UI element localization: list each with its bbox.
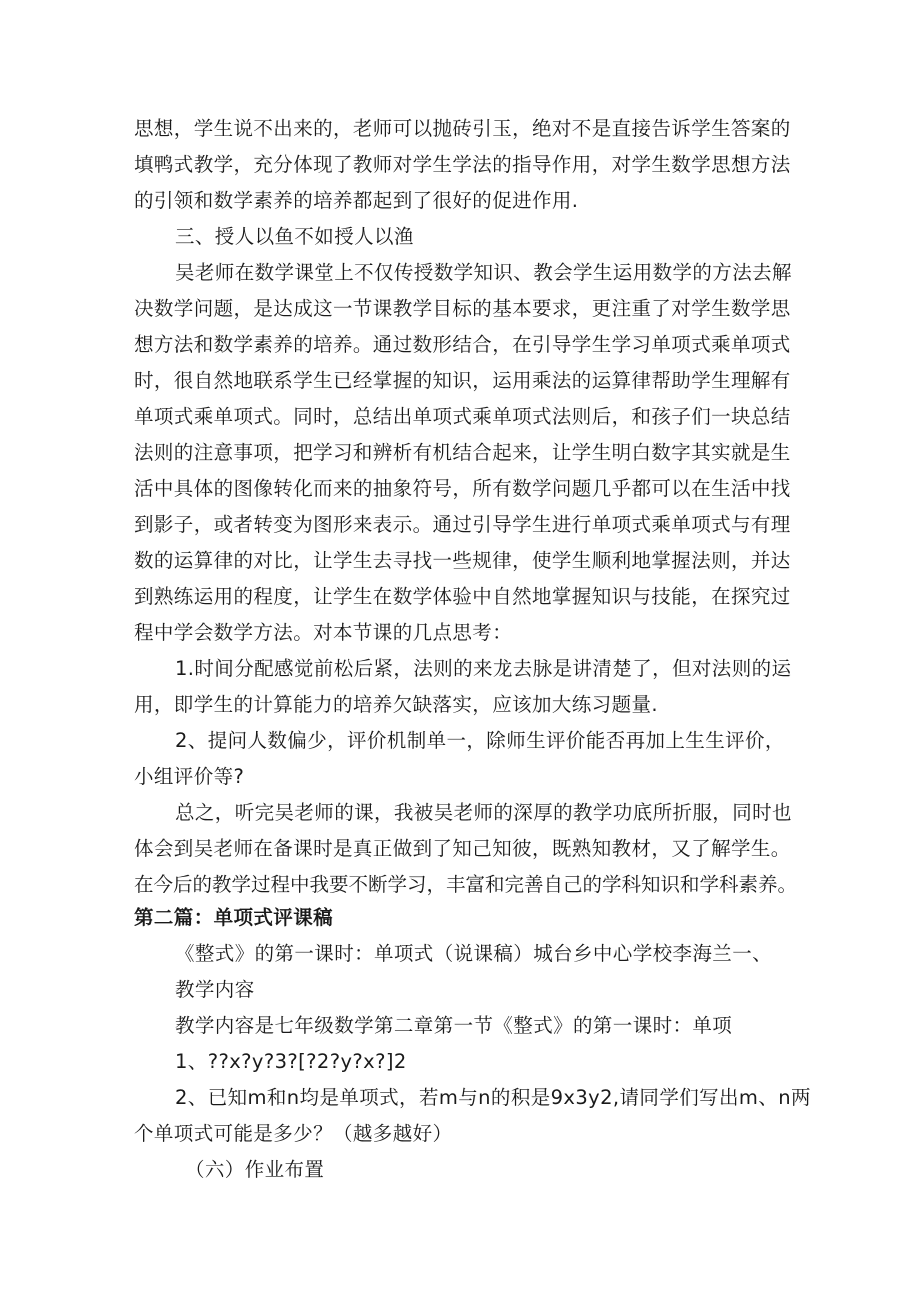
paragraph-line: 单项式乘单项式。同时，总结出单项式乘单项式法则后，和孩子们一块总结: [134, 405, 791, 428]
list-item-line: 小组评价等?: [134, 765, 245, 788]
list-item-line: 2、提问人数偏少，评价机制单一，除师生评价能否再加上生生评价，: [175, 729, 785, 752]
paragraph-line: 数的运算律的对比，让学生去寻找一些规律，使学生顺利地掌握法则，并达: [134, 549, 791, 572]
list-item-line: 用，即学生的计算能力的培养欠缺落实，应该加大练习题量.: [134, 693, 658, 716]
paragraph-line: 吴老师在数学课堂上不仅传授数学知识、教会学生运用数学的方法去解: [175, 261, 792, 284]
paragraph-line: 在今后的教学过程中我要不断学习，丰富和完善自己的学科知识和学科素养。: [134, 873, 798, 896]
paragraph-line: 总之，听完吴老师的课，我被吴老师的深厚的教学功底所折服，同时也: [175, 801, 792, 824]
paragraph-line: 填鸭式教学，充分体现了教师对学生学法的指导作用，对学生数学思想方法: [134, 153, 791, 176]
section-heading: 三、授人以鱼不如授人以渔: [175, 225, 414, 248]
paragraph-line: 到影子，或者转变为图形来表示。通过引导学生进行单项式乘单项式与有理: [134, 513, 791, 536]
paragraph-line: 活中具体的图像转化而来的抽象符号，所有数学问题几乎都可以在生活中找: [134, 477, 791, 500]
paragraph-line: 教学内容: [175, 978, 255, 1001]
section-heading: （六）作业布置: [185, 1158, 325, 1181]
chapter-heading: 第二篇：单项式评课稿: [134, 906, 334, 929]
paragraph-line: 想方法和数学素养的培养。通过数形结合，在引导学生学习单项式乘单项式: [134, 333, 791, 356]
paragraph-line: 思想，学生说不出来的，老师可以抛砖引玉，绝对不是直接告诉学生答案的: [134, 117, 791, 140]
paragraph-line: 程中学会数学方法。对本节课的几点思考：: [134, 621, 513, 644]
paragraph-line: 决数学问题，是达成这一节课教学目标的基本要求，更注重了对学生数学思: [134, 297, 791, 320]
paragraph-line: 教学内容是七年级数学第二章第一节《整式》的第一课时：单项: [175, 1014, 733, 1037]
paragraph-line: 到熟练运用的程度，让学生在数学体验中自然地掌握知识与技能，在探究过: [134, 585, 791, 608]
paragraph-line: 《整式》的第一课时：单项式（说课稿）城台乡中心学校李海兰一、: [175, 942, 773, 965]
exercise-item: 1、??x?y?3?[?2?y?x?]2: [175, 1050, 407, 1073]
exercise-item: 2、已知m和n均是单项式，若m与n的积是9x3y2,请同学们写出m、n两: [175, 1086, 811, 1109]
paragraph-line: 时，很自然地联系学生已经掌握的知识，运用乘法的运算律帮助学生理解有: [134, 369, 791, 392]
paragraph-line: 体会到吴老师在备课时是真正做到了知己知彼，既熟知教材，又了解学生。: [134, 837, 791, 860]
paragraph-line: 的引领和数学素养的培养都起到了很好的促进作用.: [134, 189, 579, 212]
exercise-item: 个单项式可能是多少？（越多越好）: [134, 1122, 453, 1145]
paragraph-line: 法则的注意事项，把学习和辨析有机结合起来，让学生明白数字其实就是生: [134, 441, 791, 464]
list-item-line: 1.时间分配感觉前松后紧，法则的来龙去脉是讲清楚了，但对法则的运: [175, 657, 792, 680]
